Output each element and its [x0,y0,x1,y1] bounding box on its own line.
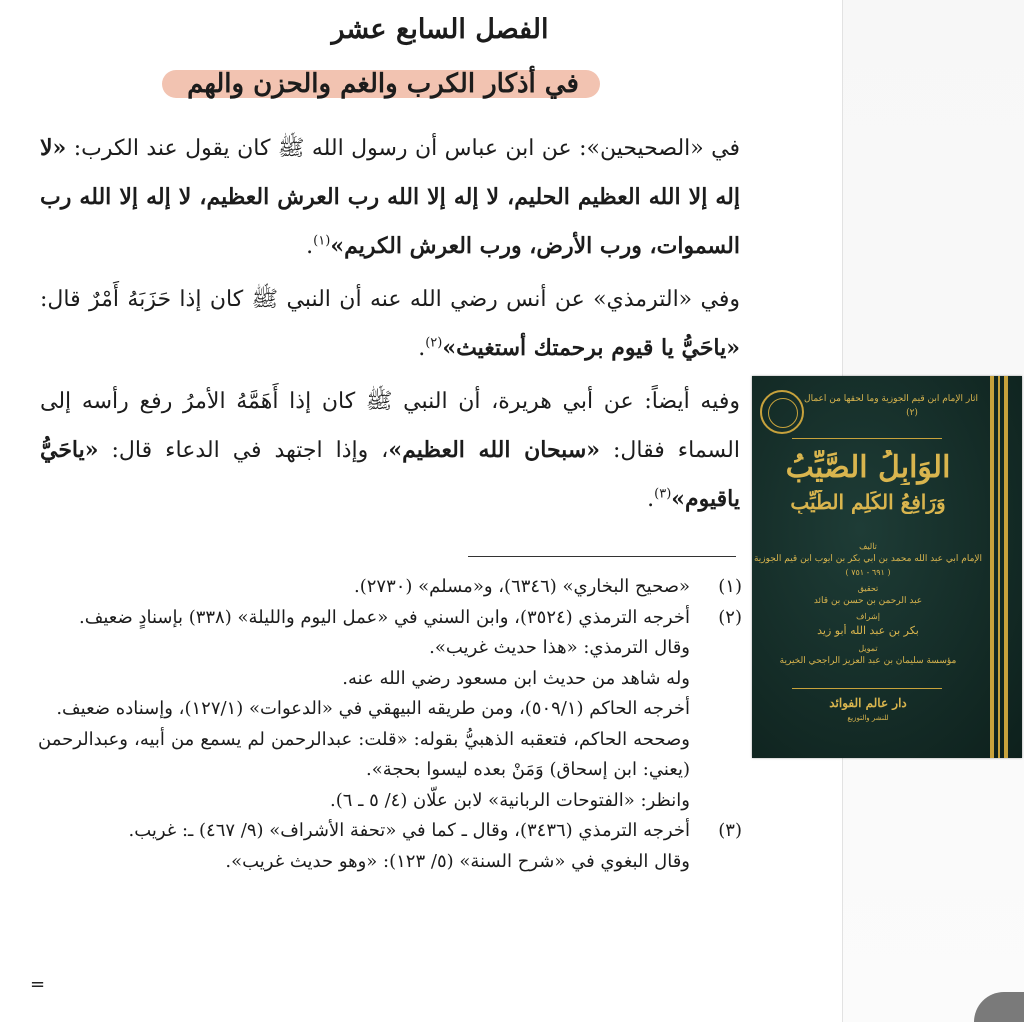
cover-gold-stripe [1004,376,1008,758]
cover-gold-stripe [998,376,1000,758]
margin-mark: = [30,974,46,995]
footnote-number: (٣) [718,820,742,841]
cover-divider [792,688,942,689]
footnote-number: (٢) [718,606,742,628]
footnote-ref-2: (٢) [425,335,443,351]
paragraph-1-intro: في «الصحيحين»: عن ابن عباس أن رسول الله ﷺ كان يقول عند الكرب: [66,136,740,161]
cover-editor: عبد الرحمن بن حسن بن قائد [813,596,923,606]
chapter-title: الفصل السابع عشر [331,14,549,45]
footnote-2 [38,603,742,817]
paragraph-3-end: . [647,487,655,512]
cover-divider [792,438,942,439]
footnote-divider [468,556,736,557]
chapter-subtitle: في أذكار الكرب والغم والحزن والهم [187,69,579,99]
cover-author-role: تأليف [859,542,877,551]
cover-series-number: (٢) [906,408,918,418]
paragraph-2-intro: وفي «الترمذي» عن أنس رضي الله عنه أن النبي ﷺ كان إذا حَزَبَهُ أَمْرٌ قال: [40,287,740,312]
paragraph-2-quote: «ياحَيُّ يا قيوم برحمتك أستغيث» [442,335,740,361]
footnote-line: أخرجه الحاكم (٥٠٩/١)، ومن طريقه البيهقي في «الدعوات» (١٢٧/١)، وإسناده ضعيف. [56,698,690,719]
cover-subtitle: وَرَافِعُ الكَلِمِ الطَّيِّبِ [790,490,946,514]
paragraph-3-quote-1: «سبحان الله العظيم» [388,437,601,463]
cover-author: الإمام أبي عبد الله محمد بن أبي بكر بن أيوب ابن قيم الجوزية [753,554,983,564]
paragraph-3 [40,378,740,524]
cover-editor-role: تحقيق [857,584,879,593]
paragraph-2 [40,276,740,373]
chapter-subtitle-block [158,64,608,104]
paragraph-1-end: . [306,234,314,259]
footnote-line: وله شاهد من حديث ابن مسعود رضي الله عنه. [342,667,690,689]
cover-series: آثار الإمام ابن قيم الجوزية وما لحقها من أعمال [804,394,978,404]
cover-gold-stripe [990,376,994,758]
book-cover-image [752,376,1022,758]
cover-title: الوَابِلُ الصَّيِّبُ [785,450,951,485]
cover-publisher-sub: للنشر والتوزيع [847,714,889,722]
footnote-line: أخرجه الترمذي (٣٤٣٦)، وقال ـ كما في «تحفة الأشراف» (٩/ ٤٦٧) ـ: غريب. [128,820,690,841]
cover-years: ( ٦٩١ - ٧٥١ ) [845,568,891,577]
footnote-number: (١) [718,576,742,597]
paragraph-1 [40,124,740,271]
cover-publisher: دار عالم الفوائد [829,696,907,710]
footnote-line: أخرجه الترمذي (٣٥٢٤)، وابن السني في «عمل اليوم والليلة» (٣٣٨) بإسنادٍ ضعيف. [78,606,690,628]
paragraph-3-intro: وفيه أيضاً: عن أبي هريرة، أن النبي ﷺ كان إذا أَهَمَّهُ الأمرُ رفع رأسه إلى السماء فقال: [40,389,740,463]
cover-supervisor-role: إشراف [856,612,880,621]
footnote-ref-3: (٣) [654,486,672,502]
paragraph-1-quote: «لا إله إلا الله العظيم الحليم، لا إله إلا الله رب العرش العظيم، لا إله إلا الله رب السموات، ورب الأرض، ورب العرش الكريم» [40,135,740,259]
paragraph-3-middle: ، وإذا اجتهد في الدعاء قال: [98,438,389,463]
cover-funder: مؤسسة سليمان بن عبد العزيز الراجحي الخيرية [779,656,957,666]
footnote-ref-1: (١) [313,233,331,249]
footnote-3 [38,816,742,877]
footnote-line: وصححه الحاكم، فتعقبه الذهبيُّ بقوله: «قلت: عبدالرحمن لم يسمع من أبيه، وعبدالرحمن (يعني: ابن إسحاق) وَمَنْ بعده ليسوا بحجة». [38,728,690,780]
paragraph-3-quote-2: «ياحَيُّ ياقيوم» [40,437,740,512]
cover-funder-role: تمويل [858,644,878,653]
footnotes [38,572,742,877]
footnote-1 [38,572,742,603]
paragraph-2-end: . [418,336,426,361]
footnote-line: وقال الترمذي: «هذا حديث غريب». [429,637,690,658]
footnote-line: «صحيح البخاري» (٦٣٤٦)، و«مسلم» (٢٧٣٠). [354,576,690,597]
footnote-line: وقال البغوي في «شرح السنة» (٥/ ١٢٣): «وهو حديث غريب». [225,850,690,872]
cover-supervisor: بكر بن عبد الله أبو زيد [817,624,919,637]
footnote-line: وانظر: «الفتوحات الربانية» لابن علّان (٤/ ٥ ـ ٦). [330,789,690,811]
